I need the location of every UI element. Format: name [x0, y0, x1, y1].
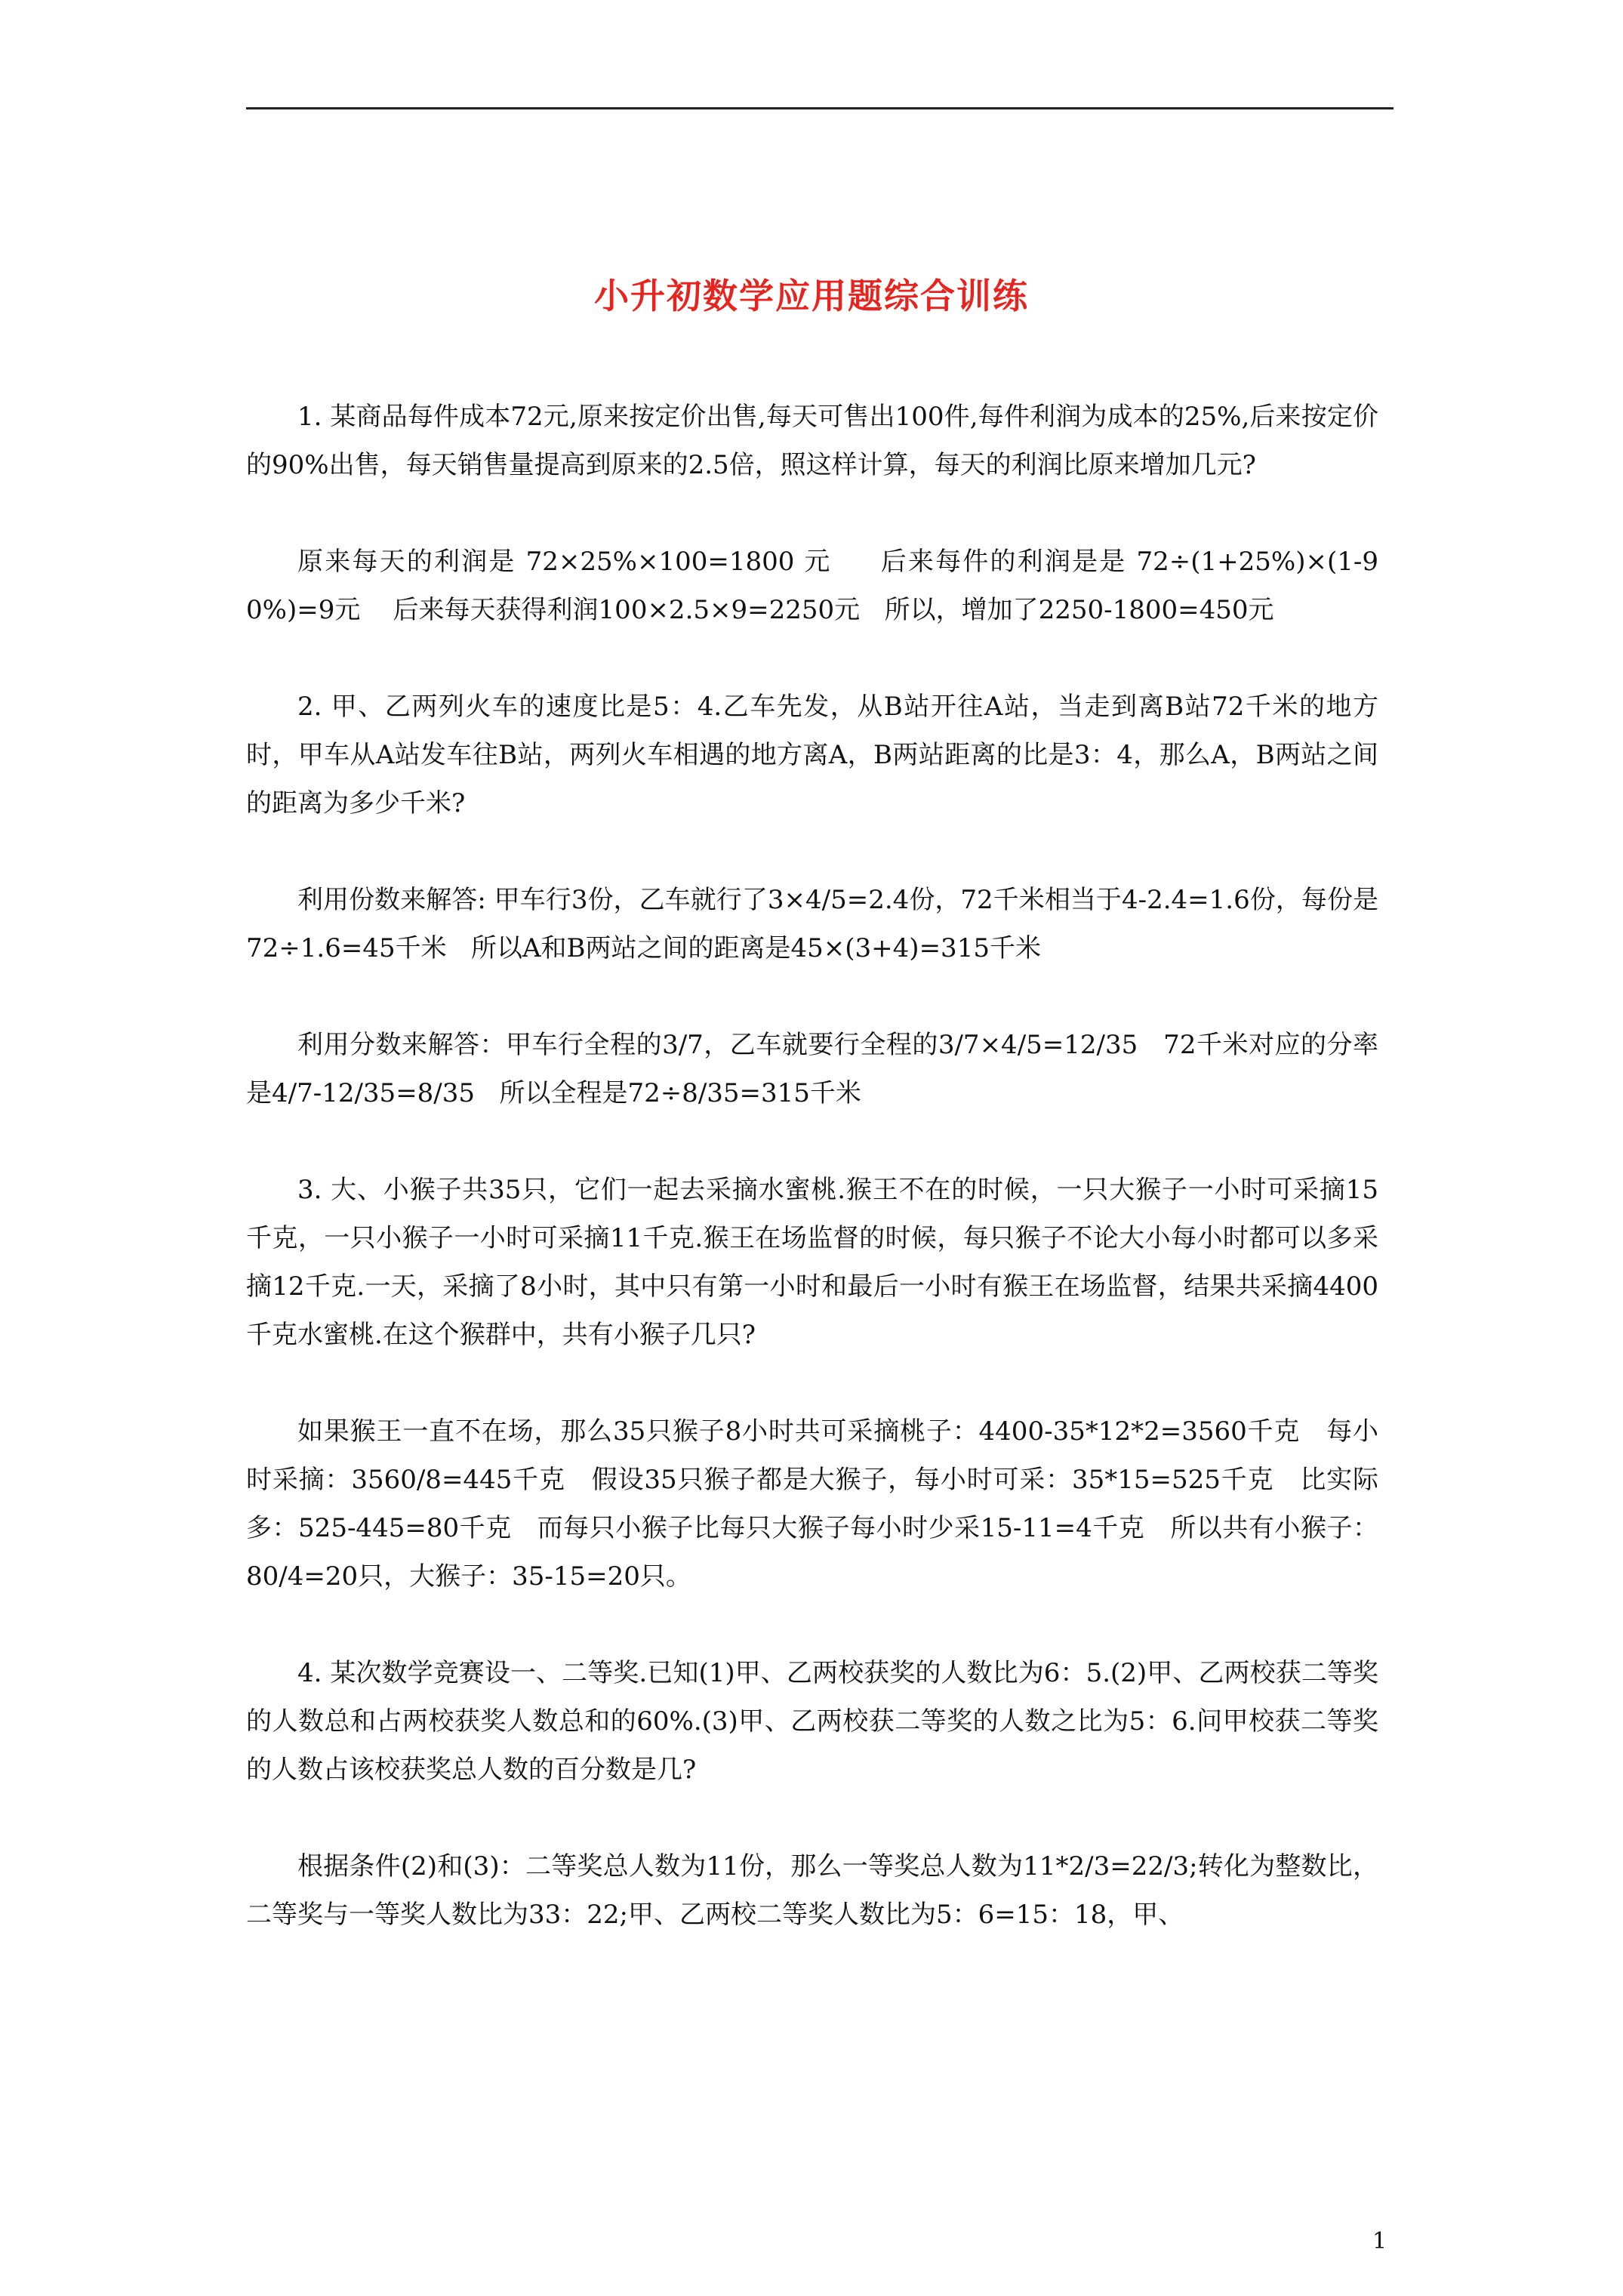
header-rule	[246, 107, 1394, 109]
answer-3: 如果猴王一直不在场，那么35只猴子8小时共可采摘桃子：4400-35*12*2=3560千克 每小时采摘：3560/8=445千克 假设35只猴子都是大猴子，每小时可采：35*15=525千克 比实际多：525-445=80千克 而每只小猴子比每只大猴子每小时少采15-11=4千克 所以共有小猴子：80/4=20只，大猴子：35-15=20只。	[246, 1416, 1378, 1592]
document-body	[246, 393, 1378, 1987]
answer-4: 根据条件(2)和(3)：二等奖总人数为11份，那么一等奖总人数为11*2/3=22/3;转化为整数比，二等奖与一等奖人数比为33：22;甲、乙两校二等奖人数比为5：6=15：18，甲、	[246, 1851, 1378, 1930]
question-4: 4. 某次数学竞赛设一、二等奖.已知(1)甲、乙两校获奖的人数比为6：5.(2)甲、乙两校获二等奖的人数总和占两校获奖人数总和的60%.(3)甲、乙两校获二等奖的人数之比为5：6.问甲校获二等奖的人数占该校获奖总人数的百分数是几?	[246, 1658, 1378, 1785]
answer-2a: 利用份数来解答: 甲车行3份，乙车就行了3×4/5=2.4份，72千米相当于4-2.4=1.6份，每份是72÷1.6=45千米 所以A和B两站之间的距离是45×(3+4)=315千米	[246, 885, 1378, 963]
answer-2b: 利用分数来解答：甲车行全程的3/7，乙车就要行全程的3/7×4/5=12/35 72千米对应的分率是4/7-12/35=8/35 所以全程是72÷8/35=315千米	[246, 1030, 1378, 1108]
question-3: 3. 大、小猴子共35只，它们一起去采摘水蜜桃.猴王不在的时候，一只大猴子一小时可采摘15千克，一只小猴子一小时可采摘11千克.猴王在场监督的时候，每只猴子不论大小每小时都可以多采摘12千克.一天，采摘了8小时，其中只有第一小时和最后一小时有猴王在场监督，结果共采摘4400千克水蜜桃.在这个猴群中，共有小猴子几只?	[246, 1175, 1378, 1350]
question-2: 2. 甲、乙两列火车的速度比是5：4.乙车先发，从B站开往A站，当走到离B站72千米的地方时，甲车从A站发车往B站，两列火车相遇的地方离A，B两站距离的比是3：4，那么A，B两站之间的距离为多少千米?	[246, 692, 1378, 818]
question-1: 1. 某商品每件成本72元,原来按定价出售,每天可售出100件,每件利润为成本的25%,后来按定价的90%出售，每天销售量提高到原来的2.5倍，照这样计算，每天的利润比原来增加几元?	[246, 402, 1378, 480]
page-number: 1	[1372, 2228, 1387, 2254]
answer-1: 原来每天的利润是 72×25%×100=1800 元 后来每件的利润是是 72÷(1+25%)×(1-90%)=9元 后来每天获得利润100×2.5×9=2250元 所以，增加了2250-1800=450元	[246, 547, 1378, 625]
document-title: 小升初数学应用题综合训练	[594, 276, 1029, 316]
